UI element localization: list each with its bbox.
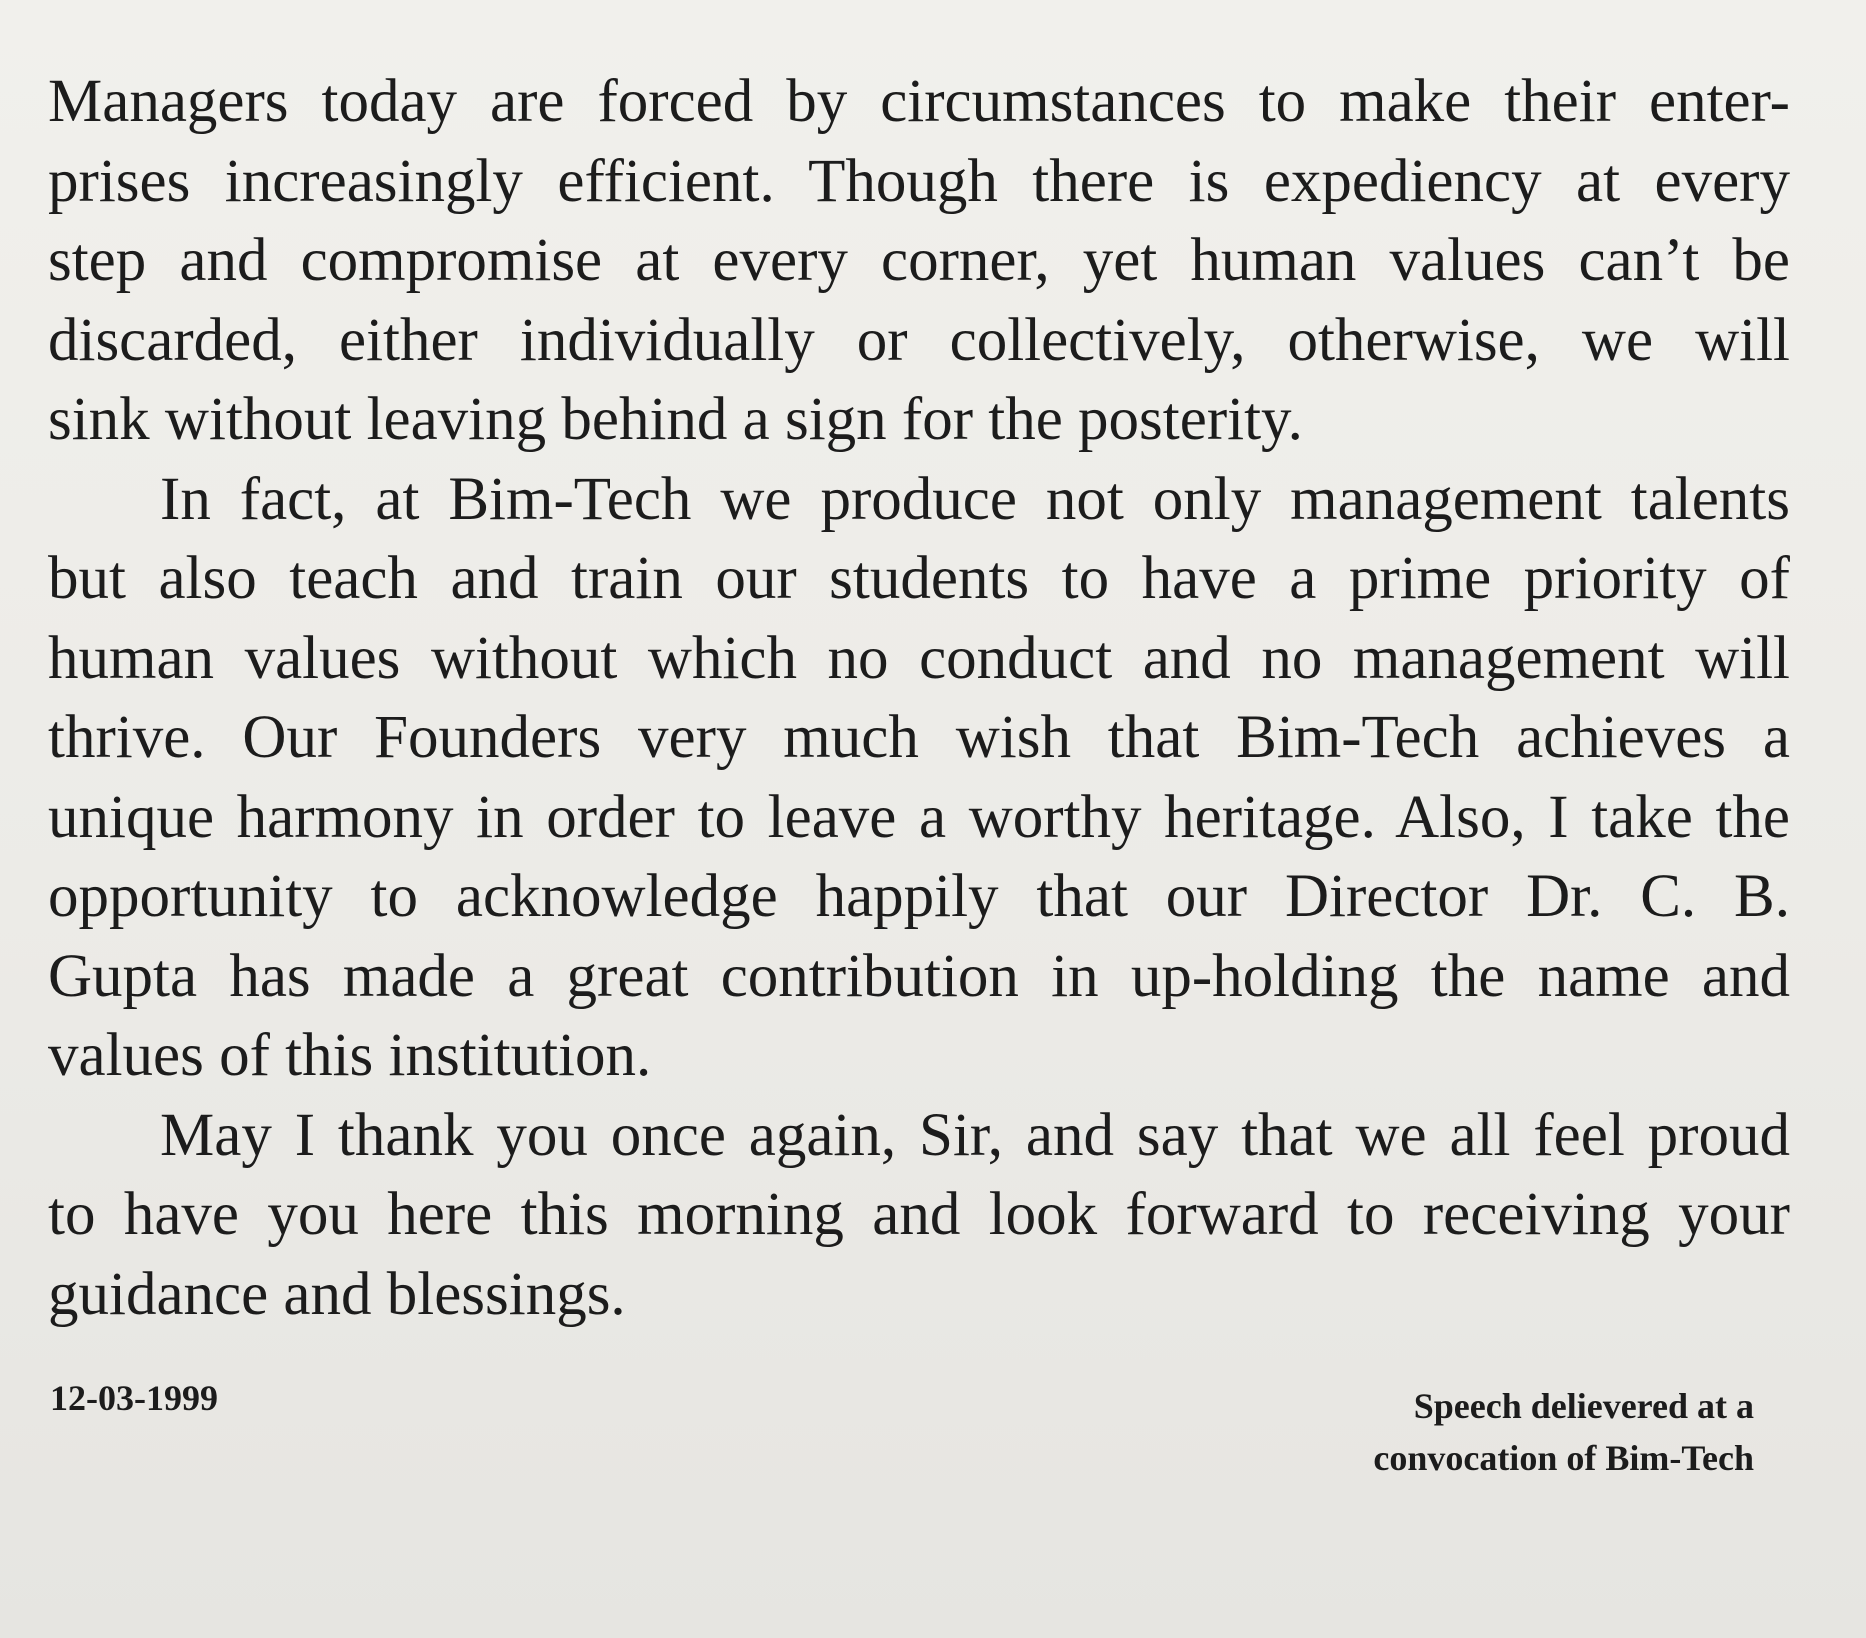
text-line: but also teach and train our students to have a prime priority of — [48, 545, 1790, 612]
text-line: prises increasingly efficient. Though there is expediency at every — [48, 147, 1790, 215]
text-line: unique harmony in order to leave a worthy heritage. Also, I take the — [48, 783, 1790, 851]
text-line: values of this institution. — [48, 1022, 652, 1089]
text-line: Managers today are forced by circumstances to make their enter- — [48, 68, 1790, 135]
text-line: step and compromise at every corner, yet human values can’t be — [48, 227, 1790, 294]
text-line — [48, 1096, 1790, 1176]
speech-caption — [1373, 1380, 1754, 1484]
text-line: discarded, either individually or collectively, otherwise, we will — [48, 306, 1790, 374]
text-line — [48, 460, 1790, 540]
text-line: sink without leaving behind a sign for the posterity. — [48, 386, 1303, 453]
speech-date: 12-03-1999 — [50, 1378, 218, 1418]
text-line: opportunity to acknowledge happily that our Director Dr. C. B. — [48, 863, 1790, 930]
paragraph-3 — [48, 1096, 1790, 1335]
caption-line: Speech delievered at a — [1413, 1386, 1754, 1426]
text-line: Gupta has made a great contribution in up-holding the name and — [48, 942, 1790, 1010]
text-line-content: May I thank you once again, Sir, and say that we all feel proud — [160, 1101, 1790, 1169]
paragraph-2 — [48, 460, 1790, 1096]
speech-text — [48, 62, 1790, 1334]
text-line-content: In fact, at Bim-Tech we produce not only management talents — [160, 465, 1790, 533]
text-line: human values without which no conduct and no management will — [48, 624, 1790, 692]
caption-line: convocation of Bim-Tech — [1373, 1438, 1754, 1478]
text-line: thrive. Our Founders very much wish that Bim-Tech achieves a — [48, 704, 1790, 771]
paragraph-1 — [48, 62, 1790, 460]
text-line: guidance and blessings. — [48, 1260, 626, 1328]
text-line: to have you here this morning and look forward to receiving your — [48, 1181, 1790, 1248]
